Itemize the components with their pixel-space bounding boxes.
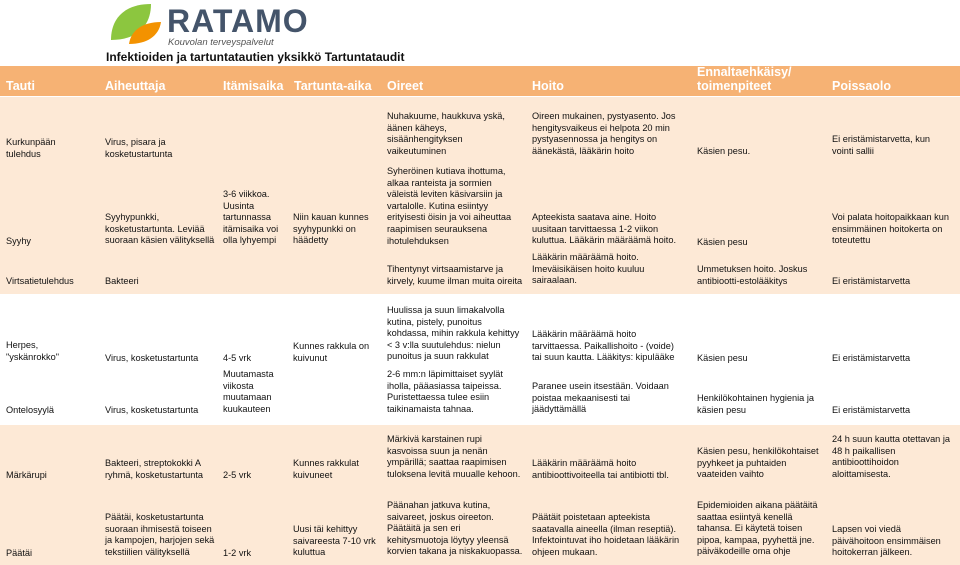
cell-line: vaikeutuminen xyxy=(387,145,447,156)
cell-line: erityisesti öisin ja voi aiheuttaa xyxy=(387,212,512,223)
cell-oireet-row6 xyxy=(387,434,520,480)
cell-line: ensimmäinen hoitokerta on xyxy=(832,223,943,234)
cell-tauti-row4 xyxy=(6,340,59,363)
header-tauti: Tauti xyxy=(6,79,35,93)
leaf-logo-icon xyxy=(105,0,165,46)
cell-line: Paranee usein itsestään. Voidaan xyxy=(532,381,669,391)
cell-ennalta-row5 xyxy=(697,393,814,416)
header-ennaltaehkaisy-1: Ennaltaehkäisy/ xyxy=(697,65,792,79)
cell-line: Herpes, xyxy=(6,340,39,350)
cell-oireet-row3 xyxy=(387,264,522,287)
cell-hoito-row1 xyxy=(532,111,676,157)
cell-line: uusitaan tarvittaessa 1-2 viikon xyxy=(532,223,659,234)
cell-line: Ummetuksen hoito. Joskus xyxy=(697,264,808,274)
cell-line: Voi palata hoitopaikkaan kun xyxy=(832,212,949,222)
cell-line: Imeväisikäisen hoito kuuluu xyxy=(532,263,645,274)
cell-line: Oireen mukainen, pystyasento. Jos xyxy=(532,111,676,121)
header-oireet: Oireet xyxy=(387,79,424,93)
cell-line: päiväkodeille oma ohje xyxy=(697,546,791,557)
cell-line: Käsien pesu xyxy=(697,237,748,247)
cell-aiheuttaja-row3 xyxy=(105,276,139,288)
cell-line: Kunnes rakkulat xyxy=(293,458,359,468)
cell-line: tulehdus xyxy=(6,148,41,159)
cell-tauti-row6 xyxy=(6,470,47,482)
cell-line: kuivunut xyxy=(293,352,328,363)
cell-ennalta-row6 xyxy=(697,446,819,481)
cell-ennalta-row7 xyxy=(697,500,818,558)
cell-line: Käsien pesu, henkilökohtaiset xyxy=(697,446,819,456)
cell-line: Tihentynyt virtsaamistarve ja xyxy=(387,264,504,274)
header-aiheuttaja: Aiheuttaja xyxy=(105,79,166,93)
cell-oireet-row2 xyxy=(387,166,511,247)
cell-line: hengitysvaikeus ei helpota 20 min xyxy=(532,122,670,133)
cell-line: Huulissa ja suun limakalvolla xyxy=(387,305,505,315)
cell-line: jäädyttämällä xyxy=(532,404,587,415)
cell-tartunta-row6 xyxy=(293,458,359,481)
cell-line: Ei eristämistarvetta xyxy=(832,353,911,363)
cell-line: syyhypunkki on xyxy=(293,223,356,234)
cell-line: "yskänrokko" xyxy=(6,351,59,362)
cell-line: Lapsen voi viedä xyxy=(832,524,901,534)
cell-line: Ei eristämistarvetta xyxy=(832,405,911,415)
cell-line: Kunnes rakkula on xyxy=(293,341,370,351)
cell-line: Kurkunpään xyxy=(6,137,56,147)
brand-name: RATAMO xyxy=(167,3,309,39)
cell-line: Päätäit poistetaan apteekista xyxy=(532,512,650,522)
cell-ennalta-row1 xyxy=(697,146,750,158)
cell-line: iholla, pääasiassa taipeissa. xyxy=(387,380,502,391)
cell-line: saattaa esiintyä kenellä xyxy=(697,511,793,522)
cell-ennalta-row4 xyxy=(697,353,748,365)
cell-line: Ontelosyylä xyxy=(6,405,55,415)
cell-line: Bakteeri, streptokokki A xyxy=(105,458,202,468)
cell-line: < 3 v:lla suutulehdus: nielun xyxy=(387,339,501,350)
cell-line: Muutamasta xyxy=(223,369,274,379)
cell-itamisaika-row7 xyxy=(223,548,251,560)
cell-line: antibioottivoiteella tai antibiotti tbl. xyxy=(532,469,669,480)
cell-tauti-row7 xyxy=(6,548,32,560)
cell-line: kasvoissa suun ja nenän xyxy=(387,445,488,456)
cell-line: punoitus ja suun rakkulat xyxy=(387,351,489,362)
cell-line: antibiootti-estolääkitys xyxy=(697,275,788,286)
cell-line: ohjeen mukaan. xyxy=(532,546,598,557)
cell-line: sairaalaan. xyxy=(532,275,577,286)
cell-poissaolo-row7 xyxy=(832,524,941,559)
cell-tauti-row5 xyxy=(6,405,54,417)
cell-ennalta-row3 xyxy=(697,264,807,287)
cell-line: Henkilökohtainen hygienia ja xyxy=(697,393,814,403)
cell-line: ja kampojen, harjojen sekä xyxy=(105,535,215,546)
cell-line: 4-5 vrk xyxy=(223,353,252,363)
cell-line: Lääkärin määräämä hoito xyxy=(532,329,637,339)
cell-line: suoraan ihmisestä toiseen xyxy=(105,523,212,534)
cell-poissaolo-row4 xyxy=(832,353,910,365)
cell-line: kehitysmuotoja löytyy yleensä xyxy=(387,534,509,545)
cell-line: päivähoitoon ensimmäisen xyxy=(832,535,941,546)
cell-tauti-row1 xyxy=(6,137,56,160)
cell-line: Ei eristämistarvetta, kun xyxy=(832,134,931,144)
cell-line: kuukauteen xyxy=(223,403,271,414)
cell-line: häädetty xyxy=(293,235,329,246)
cell-line: muutamaan xyxy=(223,392,272,403)
cell-line: 2-6 mm:n läpimittaiset syylät xyxy=(387,369,503,379)
cell-line: Virtsatietulehdus xyxy=(6,276,74,286)
cell-line: tai suun kautta. Lääkitys: kipulääke xyxy=(532,352,675,363)
cell-itamisaika-row2 xyxy=(223,189,278,247)
cell-aiheuttaja-row1 xyxy=(105,137,172,160)
cell-line: kuluttua xyxy=(293,547,326,558)
cell-hoito-row7 xyxy=(532,512,679,558)
cell-line: ihotulehduksen xyxy=(387,235,449,246)
cell-line: korvien takana ja niskakuopassa. xyxy=(387,546,523,557)
cell-itamisaika-row4 xyxy=(223,353,251,365)
cell-line: viikosta xyxy=(223,380,254,391)
cell-hoito-row4 xyxy=(532,329,675,364)
cell-aiheuttaja-row7 xyxy=(105,512,214,558)
page-title: Infektioiden ja tartuntatautien yksikkö Tartuntataudit xyxy=(106,50,405,64)
cell-line: Märkivä karstainen rupi xyxy=(387,434,482,444)
cell-line: hoitokerran jälkeen. xyxy=(832,547,913,558)
cell-tartunta-row7 xyxy=(293,524,376,559)
cell-line: Niin kauan kunnes xyxy=(293,212,369,222)
cell-line: Päätäi xyxy=(6,548,33,558)
cell-poissaolo-row1 xyxy=(832,134,930,157)
cell-line: 1-2 vrk xyxy=(223,548,252,558)
cell-line: kirvely, kuume ilman muita oireita xyxy=(387,275,523,286)
cell-line: Virus, pisara ja xyxy=(105,137,166,147)
cell-line: pipoa, kampaa, pyyhettä jne. xyxy=(697,534,815,545)
cell-line: Bakteeri xyxy=(105,276,139,286)
cell-line: olla lyhyempi xyxy=(223,235,277,246)
cell-line: kuluttua. Lääkärin määräämä hoito. xyxy=(532,235,677,246)
cell-tartunta-row2 xyxy=(293,212,369,247)
cell-poissaolo-row2 xyxy=(832,212,949,247)
cell-line: saivareet, joskus oireeton. xyxy=(387,511,494,522)
cell-aiheuttaja-row4 xyxy=(105,353,198,365)
cell-line: äänekästä, lääkärin hoito xyxy=(532,145,635,156)
cell-line: antibioottihoidon xyxy=(832,457,899,468)
cell-line: Päätäi, kosketustartunta xyxy=(105,512,204,522)
cell-ennalta-row2 xyxy=(697,237,748,249)
cell-line: Päätäitä ja sen eri xyxy=(387,523,461,534)
header-tartunta-aika: Tartunta-aika xyxy=(294,79,372,93)
cell-oireet-row5 xyxy=(387,369,503,415)
cell-line: Syyhypunkki, xyxy=(105,212,160,222)
cell-line: Epidemioiden aikana päätäitä xyxy=(697,500,818,510)
cell-line: kuivuneet xyxy=(293,469,333,480)
cell-line: kohdassa, mihin rakkula kehittyy xyxy=(387,328,520,339)
cell-line: raapimisen seurauksena xyxy=(387,223,488,234)
cell-line: pyyhkeet ja puhtaiden xyxy=(697,457,787,468)
cell-itamisaika-row6 xyxy=(223,470,251,482)
cell-line: Käsien pesu. xyxy=(697,146,751,156)
cell-hoito-row2 xyxy=(532,212,676,247)
cell-line: suoraan käsien välityksellä xyxy=(105,235,215,246)
cell-line: 24 h suun kautta otettavan ja xyxy=(832,434,950,444)
cell-aiheuttaja-row2 xyxy=(105,212,214,247)
cell-line: tuloksena levitä muualle kehoon. xyxy=(387,468,521,479)
cell-line: itämisaika voi xyxy=(223,223,279,234)
cell-tauti-row3 xyxy=(6,276,74,288)
cell-line: Uusi täi kehittyy xyxy=(293,524,358,534)
cell-line: Lääkärin määräämä hoito. xyxy=(532,252,639,262)
cell-line: Ei eristämistarvetta xyxy=(832,276,911,286)
cell-line: Infektointuvat iho hoidetaan lääkärin xyxy=(532,535,680,546)
cell-oireet-row1 xyxy=(387,111,505,157)
header-ennaltaehkaisy-2: toimenpiteet xyxy=(697,79,772,93)
cell-line: vointi sallii xyxy=(832,145,874,156)
cell-itamisaika-row5 xyxy=(223,369,274,415)
cell-line: taikinamaista tahnaa. xyxy=(387,403,474,414)
cell-line: pystyasennossa ja hengitys on xyxy=(532,134,658,145)
cell-poissaolo-row5 xyxy=(832,405,910,417)
cell-line: Nuhakuume, haukkuva yskä, xyxy=(387,111,505,121)
cell-line: Päänahan jatkuva kutina, xyxy=(387,500,491,510)
cell-line: kosketustartunta xyxy=(105,148,173,159)
cell-line: tartunnassa xyxy=(223,212,272,223)
cell-line: Virus, kosketustartunta xyxy=(105,405,199,415)
cell-line: toteutettu xyxy=(832,235,871,246)
cell-line: aloittamisesta. xyxy=(832,468,891,479)
brand-tagline: Kouvolan terveyspalvelut xyxy=(168,37,274,48)
cell-line: Käsien pesu xyxy=(697,353,748,363)
cell-line: alkaa ranteista ja sormien xyxy=(387,177,492,188)
cell-line: kutina, pistely, punoitus xyxy=(387,316,482,327)
cell-line: tarvittaessa. Paikallishoito - (voide) xyxy=(532,340,674,351)
cell-line: Syyhy xyxy=(6,236,32,246)
cell-line: 2-5 vrk xyxy=(223,470,252,480)
header-hoito: Hoito xyxy=(532,79,564,93)
cell-line: Puristettaessa tulee esiin xyxy=(387,392,490,403)
cell-line: Apteekista saatava aine. Hoito xyxy=(532,212,657,222)
cell-line: saivareesta 7-10 vrk xyxy=(293,535,376,546)
cell-line: vartalolle. Kutina esiintyy xyxy=(387,200,489,211)
cell-tartunta-row4 xyxy=(293,341,369,364)
header-poissaolo: Poissaolo xyxy=(832,79,892,93)
header-itamisaika: Itämisaika xyxy=(223,79,284,93)
cell-line: Uusinta xyxy=(223,200,255,211)
cell-line: sisäänhengityksen xyxy=(387,134,463,145)
cell-hoito-row5 xyxy=(532,381,669,416)
cell-line: Virus, kosketustartunta xyxy=(105,353,199,363)
cell-line: Syheröinen kutiava ihottuma, xyxy=(387,166,506,176)
cell-line: käsien pesu xyxy=(697,404,747,415)
cell-line: tekstiilien välityksellä xyxy=(105,546,190,557)
cell-line: ryhmä, kosketustartunta xyxy=(105,469,204,480)
cell-hoito-row3 xyxy=(532,252,644,287)
cell-aiheuttaja-row5 xyxy=(105,405,198,417)
cell-oireet-row4 xyxy=(387,305,519,363)
cell-line: Lääkärin määräämä hoito xyxy=(532,458,637,468)
cell-hoito-row6 xyxy=(532,458,669,481)
cell-line: saatavalla aineella (ilman reseptiä). xyxy=(532,523,677,534)
cell-aiheuttaja-row6 xyxy=(105,458,203,481)
cell-oireet-row7 xyxy=(387,500,522,558)
cell-line: väleistä leviten käsivarsiin ja xyxy=(387,189,503,200)
cell-poissaolo-row6 xyxy=(832,434,950,480)
cell-line: tahansa. Ei käytetä toisen xyxy=(697,523,803,534)
cell-line: vaateiden vaihto xyxy=(697,469,764,480)
cell-line: 3-6 viikkoa. xyxy=(223,189,270,199)
cell-line: Märkärupi xyxy=(6,470,47,480)
cell-tauti-row2 xyxy=(6,236,31,248)
cell-line: kosketustartunta. Leviää xyxy=(105,223,205,234)
cell-line: 48 h paikallisen xyxy=(832,445,896,456)
cell-line: poistaa mekaanisesti tai xyxy=(532,392,631,403)
cell-poissaolo-row3 xyxy=(832,276,910,288)
cell-line: äänen käheys, xyxy=(387,122,447,133)
table-header xyxy=(0,66,960,96)
cell-line: ympärillä; saattaa raapimisen xyxy=(387,457,507,468)
